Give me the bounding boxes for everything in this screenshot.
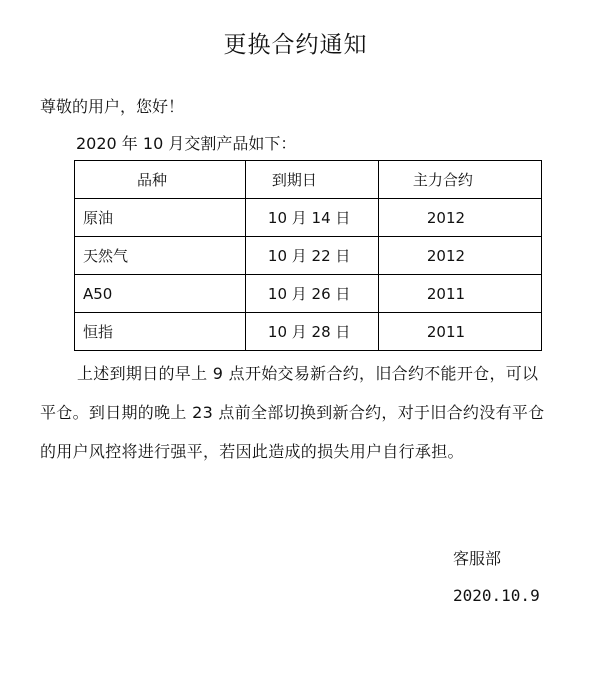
table-row — [75, 313, 542, 351]
table-header-row — [75, 161, 542, 199]
cell-main-contract: 2012 — [378, 237, 541, 275]
notice-title: 更换合约通知 — [223, 32, 368, 58]
contracts-table — [74, 160, 542, 351]
signature-date: 2020.10.9 — [453, 586, 540, 605]
greeting: 尊敬的用户，您好！ — [40, 97, 185, 116]
cell-product: A50 — [75, 275, 246, 313]
cell-expiry: 10 月 22 日 — [245, 237, 378, 275]
cell-main-contract: 2012 — [378, 199, 541, 237]
cell-product: 天然气 — [75, 237, 246, 275]
header-main-contract: 主力合约 — [378, 161, 541, 199]
cell-expiry: 10 月 14 日 — [245, 199, 378, 237]
intro-line: 2020 年 10 月交割产品如下： — [76, 134, 297, 153]
notice-body: 上述到期日的早上 9 点开始交易新合约，旧合约不能开仓，可以平仓。到日期的晚上 23 点前全部切换到新合约，对于旧合约没有平仓的用户风控将进行强平，若因此造成的损失用户自行承担。 — [40, 364, 545, 461]
table-row — [75, 237, 542, 275]
cell-expiry: 10 月 26 日 — [245, 275, 378, 313]
signature-department: 客服部 — [453, 549, 502, 568]
cell-product: 原油 — [75, 199, 246, 237]
table-row — [75, 275, 542, 313]
header-expiry: 到期日 — [245, 161, 378, 199]
cell-expiry: 10 月 28 日 — [245, 313, 378, 351]
table-row — [75, 199, 542, 237]
cell-main-contract: 2011 — [378, 313, 541, 351]
cell-main-contract: 2011 — [378, 275, 541, 313]
cell-product: 恒指 — [75, 313, 246, 351]
header-product: 品种 — [75, 161, 246, 199]
